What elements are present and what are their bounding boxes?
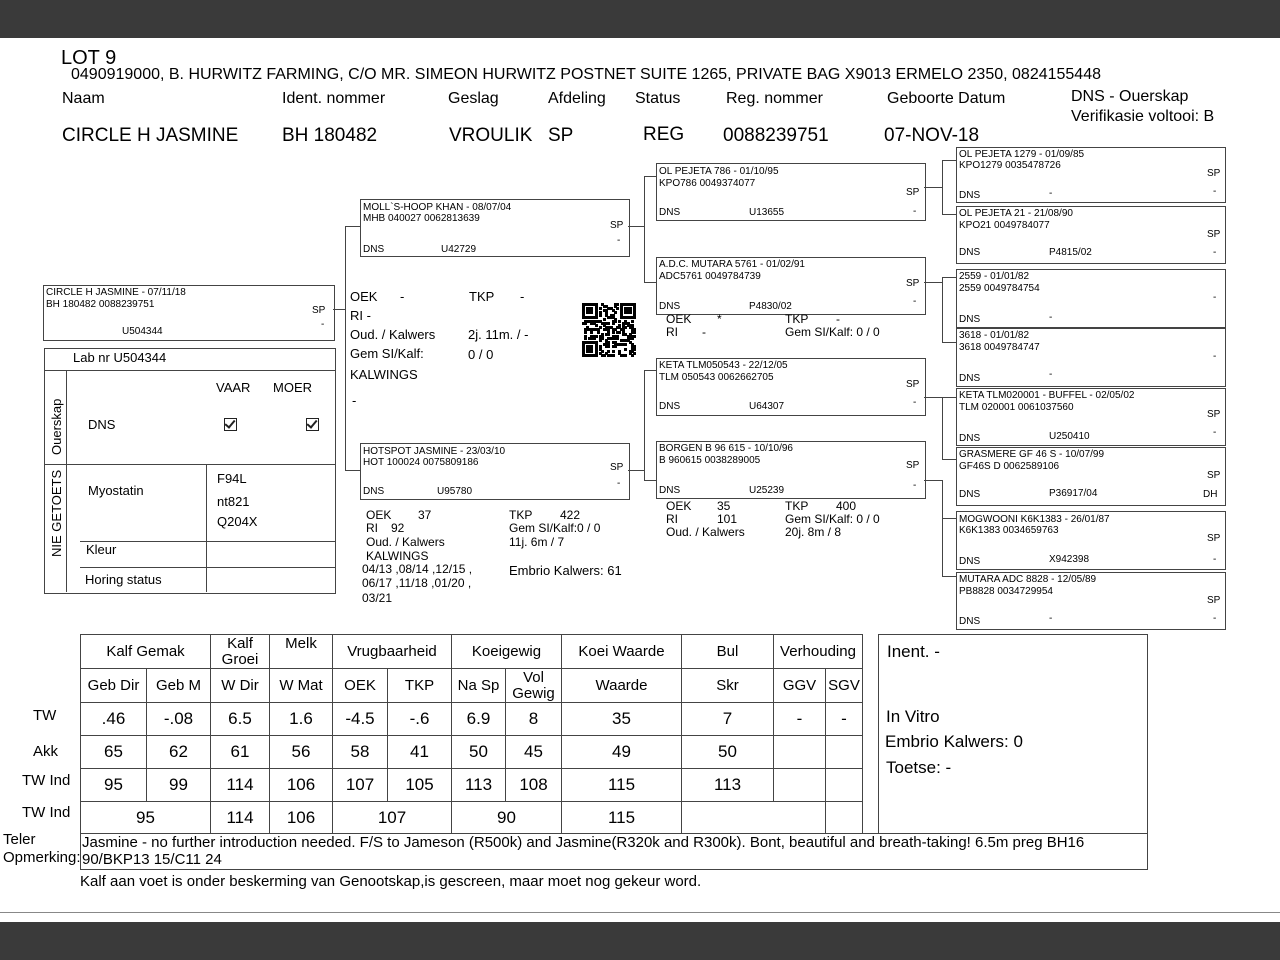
teler-label: Teler [3, 831, 36, 848]
moer-checkbox-icon [306, 418, 319, 431]
gp3-sp: SP [906, 379, 920, 390]
bv-cell: 108 [506, 769, 562, 802]
ggp3-dns: DNS [959, 314, 981, 325]
top-bar [0, 0, 1280, 38]
gp1-dns: DNS [659, 207, 681, 218]
breeding-values-table [80, 634, 863, 835]
bv-column-header: GGV [774, 669, 826, 703]
bv-column-header: SGV [826, 669, 863, 703]
subj-tkp: TKP [469, 289, 495, 304]
row-label-akk: Akk [33, 743, 59, 760]
subj-kalwings: KALWINGS [350, 367, 418, 382]
ggp8-dns: DNS [959, 616, 981, 627]
bv-group: Kalf Gemak [81, 635, 211, 669]
ggp-box-7 [956, 511, 1226, 570]
sire-dash: - [617, 235, 621, 246]
subj-oek: OEK [350, 289, 378, 304]
ggp3-dash: - [1213, 292, 1217, 303]
remarks-text-2: 90/BKP13 15/C11 24 [82, 851, 222, 868]
bv-cell: 115 [562, 802, 682, 835]
dam-ri-v: 92 [391, 521, 405, 535]
lot-number: LOT 9 [61, 47, 117, 69]
bv-cell: 58 [333, 736, 388, 769]
ggp2-sp: SP [1207, 229, 1221, 240]
bv-cell [774, 736, 826, 769]
ggp1-title: OL PEJETA 1279 - 01/09/85 [959, 149, 1085, 160]
subject-pedigree-box [43, 285, 335, 341]
bv-cell: 113 [682, 769, 774, 802]
dam-ri: RI [366, 521, 378, 535]
ggp1-dash: - [1213, 186, 1217, 197]
bv-row-twind [81, 769, 863, 802]
gp3-dns: DNS [659, 401, 681, 412]
ggp2-lab: P4815/02 [1049, 247, 1092, 258]
gp4-dns: DNS [659, 485, 681, 496]
subject-sp: SP [312, 305, 326, 316]
dam-title: HOTSPOT JASMINE - 23/03/10 [363, 446, 506, 457]
ggp2-dns: DNS [959, 247, 981, 258]
bv-cell: 106 [270, 802, 333, 835]
ggp6-title: GRASMERE GF 46 S - 10/07/99 [959, 449, 1105, 460]
label-afdeling: Afdeling [548, 90, 606, 107]
bv-column-header: Waarde [562, 669, 682, 703]
in-vitro: In Vitro [886, 707, 940, 726]
ggp5-ids: TLM 020001 0061037560 [959, 402, 1074, 413]
ggp7-title: MOGWOONI K6K1383 - 26/01/87 [959, 514, 1110, 525]
ggp4-ids: 3618 0049784747 [959, 342, 1040, 353]
ggp1-ids: KPO1279 0035478726 [959, 160, 1061, 171]
dam-tkp: TKP [509, 508, 533, 522]
dam-embrio: Embrio Kalwers: 61 [509, 563, 622, 578]
ggp-box-1 [956, 147, 1226, 203]
dna-f94l: F94L [217, 471, 247, 486]
dam-gem: Gem SI/Kalf:0 / 0 [509, 521, 601, 535]
bv-cell: 8 [506, 703, 562, 736]
ggp4-lab: - [1049, 369, 1053, 380]
ggp5-title: KETA TLM020001 - BUFFEL - 02/05/02 [959, 390, 1135, 401]
gptop-tkp: TKP [785, 312, 809, 326]
bv-column-header: W Mat [270, 669, 333, 703]
ggp5-sp: SP [1207, 409, 1221, 420]
gp3-lab: U64307 [749, 401, 785, 412]
ggp6-ids: GF46S D 0062589106 [959, 461, 1060, 472]
ggp8-sp: SP [1207, 595, 1221, 606]
ggp2-dash: - [1213, 247, 1217, 258]
grandparent-box-3 [656, 358, 926, 416]
gpbot-oek-v: 35 [717, 499, 731, 513]
dam-kalwings-1: 04/13 ,08/14 ,12/15 , [362, 562, 473, 576]
bv-column-header: TKP [388, 669, 452, 703]
gptop-ri-v: - [702, 325, 706, 339]
ggp7-dns: DNS [959, 556, 981, 567]
ggp3-lab: - [1049, 312, 1053, 323]
bv-group: Kalf Groei [211, 635, 270, 669]
owner-line: 0490919000, B. HURWITZ FARMING, C/O MR. SIMEON HURWITZ POSTNET SUITE 1265, PRIVATE BAG X9013 ERMELO 2350, 0824155448 [71, 66, 1101, 83]
ggp7-sp: SP [1207, 533, 1221, 544]
bv-cell: 107 [333, 802, 452, 835]
label-ident: Ident. nommer [282, 90, 386, 107]
bv-column-header: Geb M [147, 669, 211, 703]
subject-ids: BH 180482 0088239751 [46, 299, 155, 310]
gpbot-gem: Gem SI/Kalf: 0 / 0 [785, 512, 880, 526]
bv-cell [774, 769, 826, 802]
bv-cell: 114 [211, 769, 270, 802]
gp3-dash: - [913, 397, 917, 408]
label-verifikasie: Verifikasie voltooi: B [1071, 108, 1215, 125]
bv-group: Melk [270, 635, 333, 669]
bv-cell: 65 [81, 736, 147, 769]
gp4-ids: B 960615 0038289005 [659, 455, 761, 466]
bv-cell: 56 [270, 736, 333, 769]
bv-cell: -.08 [147, 703, 211, 736]
ggp-box-3 [956, 269, 1226, 328]
bv-cell: 99 [147, 769, 211, 802]
dam-kalwings-2: 06/17 ,11/18 ,01/20 , [362, 576, 472, 590]
bv-cell: -4.5 [333, 703, 388, 736]
dam-dns: DNS [363, 486, 385, 497]
bv-cell: 61 [211, 736, 270, 769]
ggp6-lab: P36917/04 [1049, 488, 1098, 499]
animal-geslag: VROULIK [449, 125, 533, 146]
gp1-sp: SP [906, 187, 920, 198]
bv-cell: 62 [147, 736, 211, 769]
dam-box [360, 443, 630, 500]
gp2-dns: DNS [659, 301, 681, 312]
dam-lab: U95780 [437, 486, 473, 497]
sire-sp: SP [610, 220, 624, 231]
bv-column-header-row [81, 669, 863, 703]
dna-nt821: nt821 [217, 494, 250, 509]
gp1-title: OL PEJETA 786 - 01/10/95 [659, 166, 779, 177]
animal-geboorte: 07-NOV-18 [884, 125, 980, 146]
ggp6-sp: SP [1207, 470, 1221, 481]
bv-cell: - [826, 703, 863, 736]
gptop-tkp-v: - [836, 312, 840, 326]
ggp-box-4 [956, 328, 1226, 387]
bv-column-header: Skr [682, 669, 774, 703]
ggp8-title: MUTARA ADC 8828 - 12/05/89 [959, 574, 1097, 585]
bv-column-header: Vol Gewig [506, 669, 562, 703]
gptop-oek: OEK [666, 312, 692, 326]
bv-cell: 90 [452, 802, 562, 835]
ggp-box-8 [956, 572, 1226, 630]
bv-cell [682, 802, 826, 835]
bv-cell: 6.5 [211, 703, 270, 736]
dna-lab-nr: Lab nr U504344 [73, 350, 167, 365]
bv-cell: 106 [270, 769, 333, 802]
bv-row-tw [81, 703, 863, 736]
ggp4-dash: - [1213, 351, 1217, 362]
dna-horing: Horing status [85, 572, 162, 587]
footer-note: Kalf aan voet is onder beskerming van Genootskap,is gescreen, maar moet nog gekeur word. [80, 873, 702, 890]
bv-cell: 49 [562, 736, 682, 769]
bv-group: Koei Waarde [562, 635, 682, 669]
dam-kalwings: KALWINGS [366, 549, 429, 563]
sire-box [360, 199, 630, 257]
row-label-tw: TW [33, 707, 57, 724]
ggp7-ids: K6K1383 0034659763 [959, 525, 1059, 536]
dna-q204x: Q204X [217, 514, 258, 529]
gpbot-ri: RI [666, 512, 678, 526]
gp2-ids: ADC5761 0049784739 [659, 271, 761, 282]
gp4-lab: U25239 [749, 485, 785, 496]
bv-cell: 50 [682, 736, 774, 769]
gptop-gem: Gem SI/Kalf: 0 / 0 [785, 325, 880, 339]
dam-oek: OEK [366, 508, 392, 522]
subject-dash: - [321, 319, 325, 330]
ggp2-ids: KPO21 0049784077 [959, 220, 1050, 231]
sire-ids: MHB 040027 0062813639 [363, 213, 480, 224]
bv-cell: 95 [81, 769, 147, 802]
bv-group: Verhouding [774, 635, 863, 669]
bv-cell: .46 [81, 703, 147, 736]
dna-vaar: VAAR [216, 380, 251, 395]
bv-cell: -.6 [388, 703, 452, 736]
bv-column-header: Geb Dir [81, 669, 147, 703]
gp2-sp: SP [906, 278, 920, 289]
ggp8-dash: - [1213, 613, 1217, 624]
bv-cell: 41 [388, 736, 452, 769]
dam-sp: SP [610, 462, 624, 473]
bv-column-header: Na Sp [452, 669, 506, 703]
animal-name: CIRCLE H JASMINE [62, 125, 239, 146]
dam-ids: HOT 100024 0075809186 [363, 457, 479, 468]
subj-kalwings-v: - [352, 393, 357, 408]
bv-cell: 45 [506, 736, 562, 769]
gptop-oek-v: * [717, 312, 722, 326]
gp3-title: KETA TLM050543 - 22/12/05 [659, 360, 788, 371]
gpbot-tkp-v: 400 [836, 499, 857, 513]
grandparent-box-1 [656, 163, 926, 221]
bv-group-header-row [81, 635, 863, 669]
ggp-box-2 [956, 206, 1226, 264]
vaar-checkbox-icon [224, 418, 237, 431]
ggp8-lab: - [1049, 613, 1053, 624]
gp1-dash: - [913, 206, 917, 217]
dna-moer: MOER [273, 380, 312, 395]
gpbot-oek: OEK [666, 499, 692, 513]
gp4-title: BORGEN B 96 615 - 10/10/96 [659, 443, 793, 454]
opmerking-label: Opmerking: [3, 849, 81, 866]
qr-code-icon [582, 303, 635, 356]
bv-cell [826, 769, 863, 802]
bv-column-header: OEK [333, 669, 388, 703]
bv-row-akk [81, 736, 863, 769]
subj-ri: RI - [350, 308, 371, 323]
grandparent-box-4 [656, 441, 926, 499]
gpbot-oud-v: 20j. 8m / 8 [785, 525, 842, 539]
subj-oud-v: 2j. 11m. / - [468, 327, 529, 342]
row-label-twind2: TW Ind [22, 804, 71, 821]
bv-cell: 114 [211, 802, 270, 835]
bv-cell [826, 736, 863, 769]
subj-oek-v: - [400, 289, 405, 304]
label-naam: Naam [62, 90, 105, 107]
bv-cell: 35 [562, 703, 682, 736]
ggp3-ids: 2559 0049784754 [959, 283, 1040, 294]
bv-cell: 7 [682, 703, 774, 736]
gpbot-oud: Oud. / Kalwers [666, 525, 745, 539]
dam-oud-v: 11j. 6m / 7 [509, 535, 565, 549]
bv-group: Koeigewig [452, 635, 562, 669]
bv-cell: 95 [81, 802, 211, 835]
animal-afdeling: SP [548, 125, 574, 146]
embrio-kalwers: Embrio Kalwers: 0 [885, 732, 1023, 751]
ggp2-title: OL PEJETA 21 - 21/08/90 [959, 208, 1073, 219]
ggp7-lab: X942398 [1049, 554, 1090, 565]
row-label-twind: TW Ind [22, 772, 71, 789]
dam-kalwings-3: 03/21 [362, 591, 393, 605]
subj-oud: Oud. / Kalwers [350, 327, 436, 342]
bv-cell: 1.6 [270, 703, 333, 736]
toetse: Toetse: - [886, 758, 952, 777]
grandparent-box-2 [656, 257, 926, 315]
dna-ouerskap-label: Ouerskap [49, 398, 64, 455]
ggp1-lab: - [1049, 188, 1053, 199]
gp4-sp: SP [906, 460, 920, 471]
gp1-lab: U13655 [749, 207, 785, 218]
bv-row-twind2 [81, 802, 863, 835]
dna-nie-getoets-label: NIE GETOETS [49, 469, 64, 557]
bottom-bar [0, 922, 1280, 960]
subj-gem-v: 0 / 0 [468, 347, 494, 362]
label-geboorte: Geboorte Datum [887, 90, 1006, 107]
dna-dns: DNS [88, 417, 116, 432]
ggp6-dh: DH [1203, 489, 1218, 500]
ggp5-lab: U250410 [1049, 431, 1090, 442]
ggp1-sp: SP [1207, 168, 1221, 179]
bv-cell: 115 [562, 769, 682, 802]
ggp8-ids: PB8828 0034729954 [959, 586, 1053, 597]
ggp3-title: 2559 - 01/01/82 [959, 271, 1030, 282]
ggp4-title: 3618 - 01/01/82 [959, 330, 1030, 341]
inent: Inent. - [887, 642, 940, 661]
animal-ident: BH 180482 [282, 125, 378, 146]
ggp6-dns: DNS [959, 489, 981, 500]
subject-title: CIRCLE H JASMINE - 07/11/18 [46, 287, 186, 298]
gpbot-tkp: TKP [785, 499, 809, 513]
gp2-lab: P4830/02 [749, 301, 792, 312]
gp4-dash: - [913, 480, 917, 491]
subject-lab: U504344 [122, 326, 163, 337]
animal-reg: 0088239751 [723, 125, 829, 146]
subj-tkp-v: - [520, 289, 525, 304]
gp2-title: A.D.C. MUTARA 5761 - 01/02/91 [659, 259, 805, 270]
dna-kleur: Kleur [86, 542, 117, 557]
bv-cell: 105 [388, 769, 452, 802]
ggp1-dns: DNS [959, 190, 981, 201]
label-geslag: Geslag [448, 90, 499, 107]
bv-group: Bul [682, 635, 774, 669]
gpbot-ri-v: 101 [717, 512, 738, 526]
label-dns-ouerskap: DNS - Ouerskap [1071, 88, 1189, 105]
ggp4-dns: DNS [959, 373, 981, 384]
sire-dns: DNS [363, 244, 385, 255]
dna-myostatin: Myostatin [88, 483, 144, 498]
gp2-dash: - [913, 296, 917, 307]
bv-cell: 6.9 [452, 703, 506, 736]
ggp7-dash: - [1213, 554, 1217, 565]
bv-cell: - [774, 703, 826, 736]
gp3-ids: TLM 050543 0062662705 [659, 372, 774, 383]
bv-column-header: W Dir [211, 669, 270, 703]
ggp-box-5 [956, 388, 1226, 446]
bv-cell: 50 [452, 736, 506, 769]
sire-lab: U42729 [441, 244, 477, 255]
gptop-ri: RI [666, 325, 678, 339]
bv-cell: 113 [452, 769, 506, 802]
sire-title: MOLL`S-HOOP KHAN - 08/07/04 [363, 202, 512, 213]
bv-cell: 107 [333, 769, 388, 802]
ggp-box-6 [956, 447, 1226, 506]
subj-gem: Gem SI/Kalf: [350, 346, 424, 361]
bv-group: Vrugbaarheid [333, 635, 452, 669]
dam-dash: - [617, 478, 621, 489]
ggp5-dash: - [1213, 427, 1217, 438]
label-reg: Reg. nommer [726, 90, 823, 107]
gp1-ids: KPO786 0049374077 [659, 178, 756, 189]
bv-cell [826, 802, 863, 835]
remarks-text-1: Jasmine - no further introduction needed. F/S to Jameson (R500k) and Jasmine(R320k and R300k). Bont, beautiful and breath-taking! 6.5m preg BH16 [82, 834, 1085, 851]
dam-oek-v: 37 [418, 508, 432, 522]
animal-status: REG [643, 124, 685, 145]
dam-tkp-v: 422 [560, 508, 581, 522]
dam-oud: Oud. / Kalwers [366, 535, 445, 549]
label-status: Status [635, 90, 681, 107]
ggp5-dns: DNS [959, 433, 981, 444]
